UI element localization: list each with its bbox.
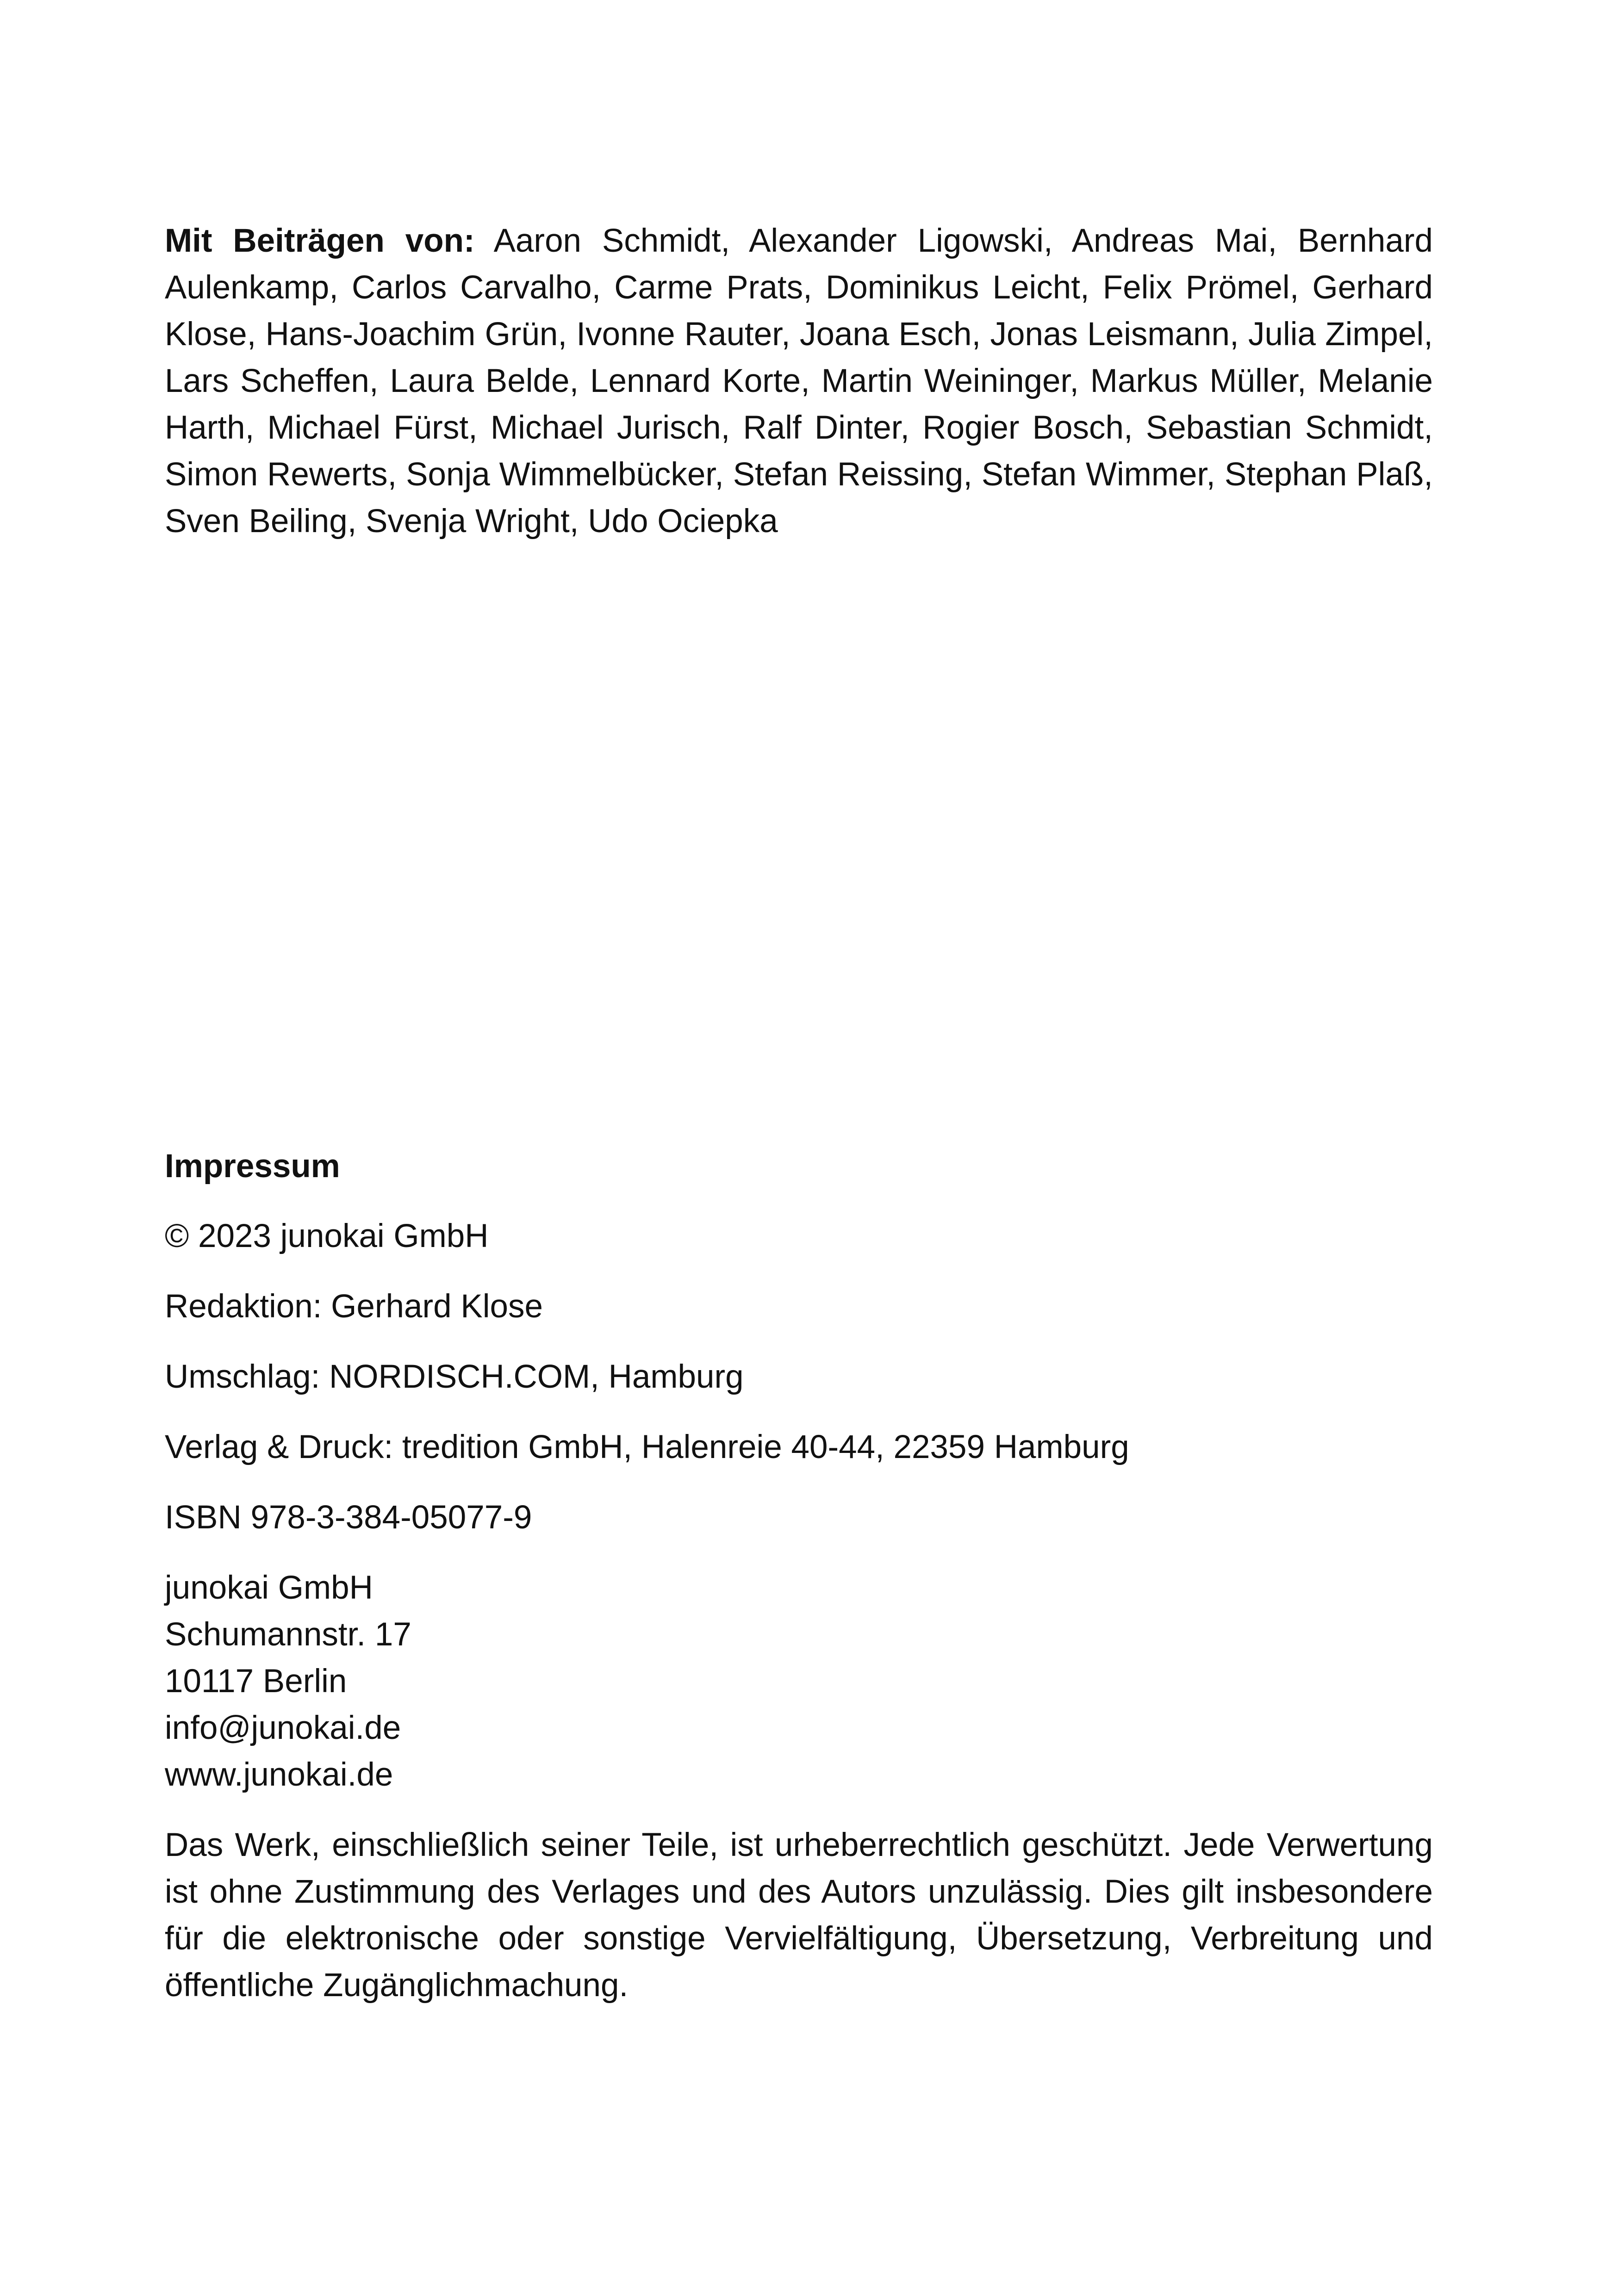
address-company: junokai GmbH bbox=[165, 1570, 373, 1606]
contributors-names: Aaron Schmidt, Alexander Ligowski, Andreas Mai, Bernhard Aulenkamp, Carlos Carvalho, Carme Prats, Dominikus Leicht, Felix Prömel, Gerhard Klose, Hans-Joachim Grün, Ivonne Rauter, Joana Esch, Jonas Leismann, Julia Zimpel, Lars Scheffen, Laura Belde, Lennard Korte, Martin Weininger, Markus Müller, Melanie Harth, Michael Fürst, Michael Jurisch, Ralf Dinter, Rogier Bosch, Sebastian Schmidt, Simon Rewerts, Sonja Wimmelbücker, Stefan Reissing, Stefan Wimmer, Stephan Plaß, Sven Beiling, Svenja Wright, Udo Ociepka bbox=[165, 223, 1433, 540]
publisher-address bbox=[165, 1564, 1433, 1798]
copyright-line: © 2023 junokai GmbH bbox=[165, 1218, 489, 1254]
isbn-line: ISBN 978-3-384-05077-9 bbox=[165, 1499, 532, 1536]
address-city: 10117 Berlin bbox=[165, 1663, 347, 1700]
impressum-section bbox=[165, 1143, 1433, 2009]
address-street: Schumannstr. 17 bbox=[165, 1616, 411, 1653]
impressum-heading: Impressum bbox=[165, 1148, 340, 1185]
publisher-line: Verlag & Druck: tredition GmbH, Halenreie 40-44, 22359 Hamburg bbox=[165, 1429, 1129, 1465]
editor-line: Redaktion: Gerhard Klose bbox=[165, 1288, 543, 1325]
contributors-paragraph bbox=[165, 217, 1433, 545]
cover-line: Umschlag: NORDISCH.COM, Hamburg bbox=[165, 1359, 744, 1395]
contributors-label: Mit Beiträgen von: bbox=[165, 223, 475, 259]
copyright-notice: Das Werk, einschließlich seiner Teile, ist urheberrechtlich geschützt. Jede Verwertung ist ohne Zustimmung des Verlages und des Autors unzulässig. Dies gilt insbesondere für die elektronische oder sonstige Vervielfältigung, Übersetzung, Verbreitung und öffentliche Zugänglichmachung. bbox=[165, 1827, 1433, 2004]
address-website: www.junokai.de bbox=[165, 1756, 393, 1793]
address-email: info@junokai.de bbox=[165, 1710, 401, 1746]
